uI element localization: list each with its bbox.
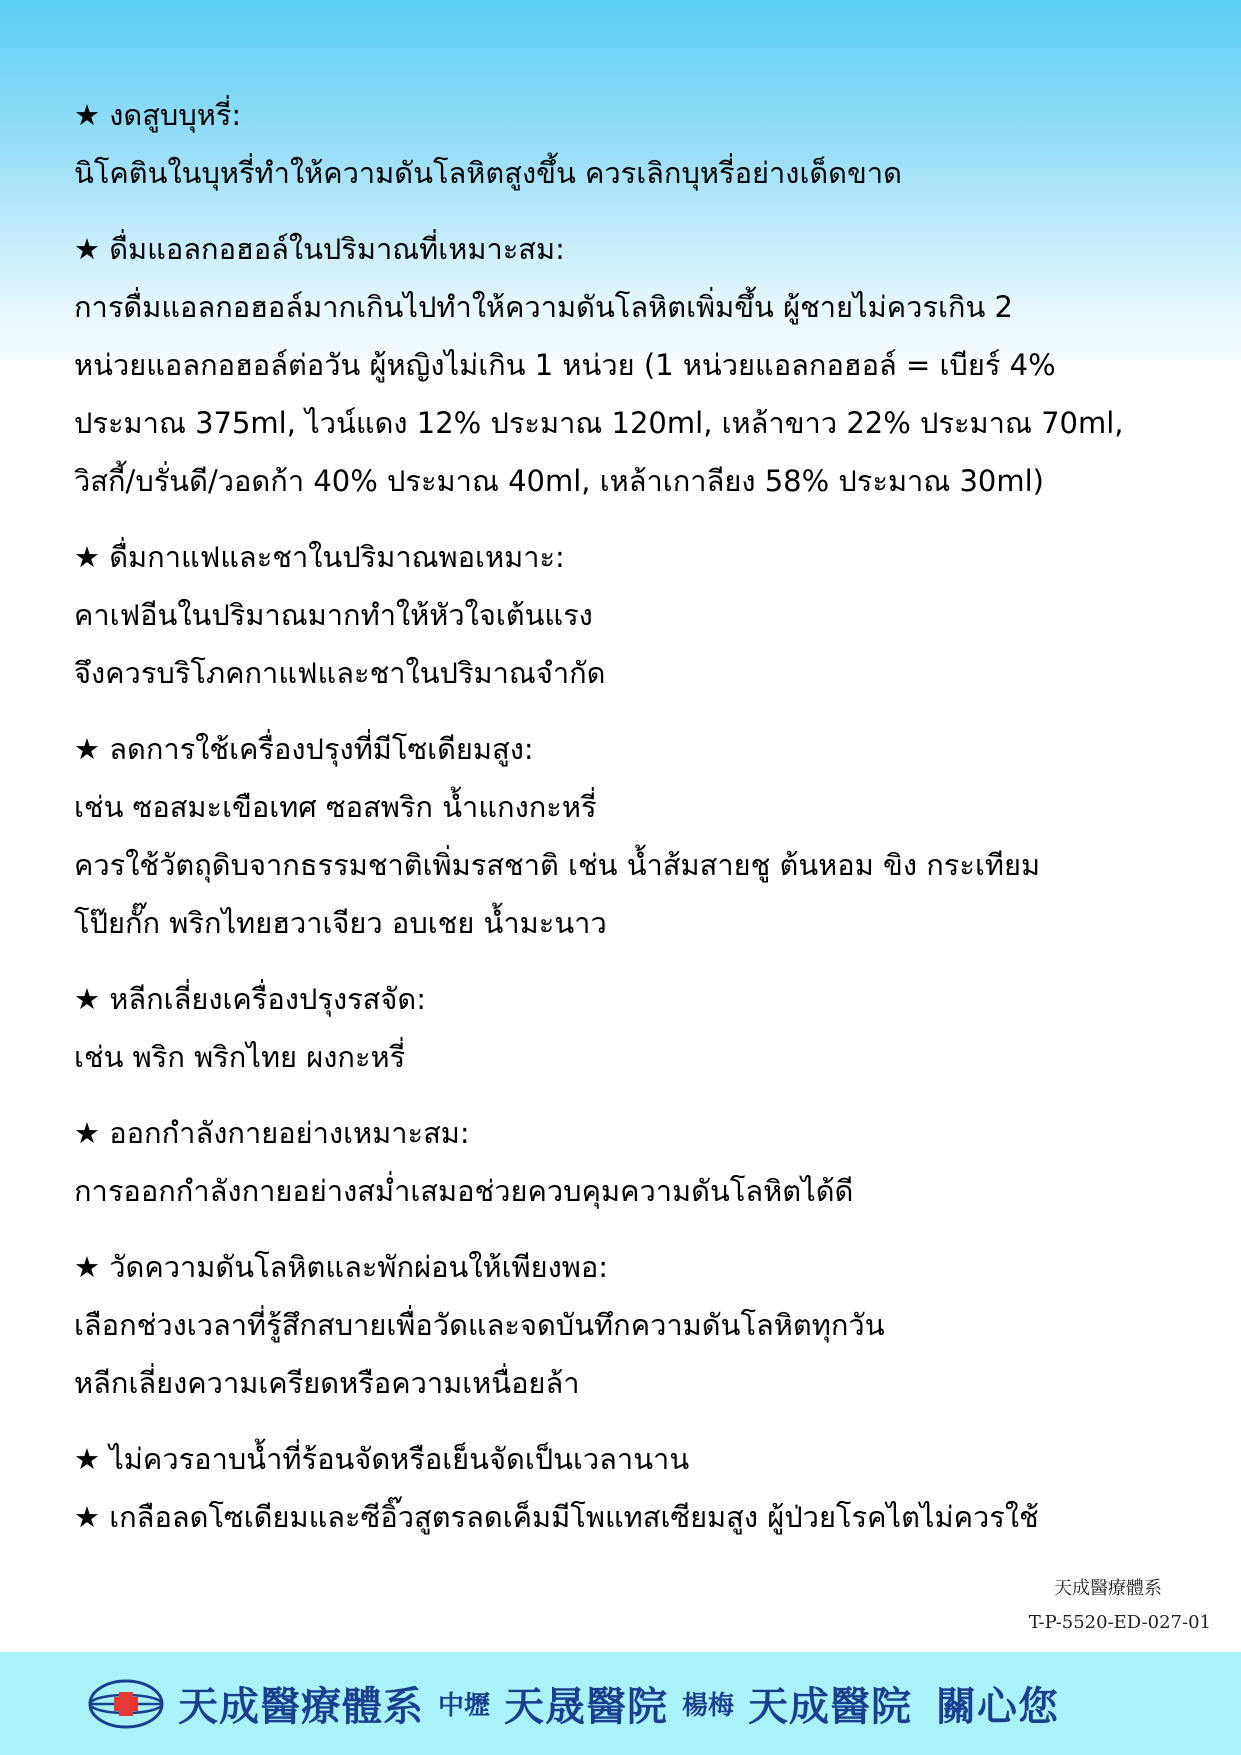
footer-band (0, 1652, 1241, 1755)
footer-location-1: 中壢 (438, 1691, 491, 1721)
section-line: เช่น ซอสมะเขือเทศ ซอสพริก น้ำแกงกะหรี่ (74, 790, 597, 824)
section-title: ★ ดื่มแอลกอฮอล์ในปริมาณที่เหมาะสม: (74, 232, 565, 266)
section-line: การดื่มแอลกอฮอล์มากเกินไปทำให้ความดันโลหิตเพิ่มขึ้น ผู้ชายไม่ควรเกิน 2 (74, 290, 1013, 324)
document-code: T-P-5520-ED-027-01 (1028, 1612, 1211, 1633)
section-title: ★ ดื่มกาแฟและชาในปริมาณพอเหมาะ: (74, 540, 565, 574)
note-bath: ★ ไม่ควรอาบน้ำที่ร้อนจัดหรือเย็นจัดเป็นเวลานาน (74, 1442, 690, 1476)
footer-hospital-1: 天晟醫院 (504, 1684, 669, 1730)
note-salt: ★ เกลือลดโซเดียมและซีอิ๊วสูตรลดเค็มมีโพแทสเซียมสูง ผู้ป่วยโรคไตไม่ควรใช้ (74, 1500, 1039, 1534)
section-line: เช่น พริก พริกไทย ผงกะหรี่ (74, 1040, 406, 1074)
section-title: ★ ลดการใช้เครื่องปรุงที่มีโซเดียมสูง: (74, 732, 534, 766)
section-line: คาเฟอีนในปริมาณมากทำให้หัวใจเต้นแรง (74, 598, 593, 632)
section-line: ประมาณ 375ml, ไวน์แดง 12% ประมาณ 120ml, เหล้าขาว 22% ประมาณ 70ml, (74, 406, 1124, 440)
section-title: ★ วัดความดันโลหิตและพักผ่อนให้เพียงพอ: (74, 1250, 609, 1284)
globe-cross-icon (88, 1678, 164, 1730)
section-line: นิโคตินในบุหรี่ทำให้ความดันโลหิตสูงขึ้น ควรเลิกบุหรี่อย่างเด็ดขาด (74, 156, 902, 190)
institution-name: 天成醫療體系 (1054, 1578, 1162, 1599)
section-line: เลือกช่วงเวลาที่รู้สึกสบายเพื่อวัดและจดบันทึกความดันโลหิตทุกวัน (74, 1308, 885, 1342)
section-alcohol (74, 220, 1184, 510)
section-exercise (74, 1104, 1184, 1220)
footer-brand-name: 天成醫療體系 (178, 1684, 424, 1730)
section-measure-rest (74, 1238, 1184, 1412)
section-line: จึงควรบริโภคกาแฟและชาในปริมาณจำกัด (74, 656, 606, 690)
section-title: ★ หลีกเลี่ยงเครื่องปรุงรสจัด: (74, 982, 426, 1016)
section-line: หลีกเลี่ยงความเครียดหรือความเหนื่อยล้า (74, 1366, 580, 1400)
section-sodium (74, 720, 1184, 952)
section-line: การออกกำลังกายอย่างสม่ำเสมอช่วยควบคุมความดันโลหิตได้ดี (74, 1174, 854, 1208)
section-no-smoking (74, 86, 1184, 202)
advice-content (74, 86, 1184, 1546)
footer-slogan: 關心您 (936, 1684, 1060, 1730)
footer-brand (88, 1652, 1059, 1755)
section-line: ควรใช้วัตถุดิบจากธรรมชาติเพิ่มรสชาติ เช่น น้ำส้มสายชู ต้นหอม ขิง กระเทียม (74, 848, 1041, 882)
section-coffee-tea (74, 528, 1184, 702)
section-line: โป๊ยกั๊ก พริกไทยฮวาเจียว อบเชย น้ำมะนาว (74, 906, 607, 940)
section-line: วิสกี้/บรั่นดี/วอดก้า 40% ประมาณ 40ml, เหล้าเกาลียง 58% ประมาณ 30ml) (74, 464, 1044, 498)
section-spicy (74, 970, 1184, 1086)
section-line: หน่วยแอลกอฮอล์ต่อวัน ผู้หญิงไม่เกิน 1 หน่วย (1 หน่วยแอลกอฮอล์ = เบียร์ 4% (74, 348, 1056, 382)
section-title: ★ ออกกำลังกายอย่างเหมาะสม: (74, 1116, 470, 1150)
footer-location-2: 楊梅 (682, 1691, 735, 1721)
section-title: ★ งดสูบบุหรี่: (74, 98, 242, 132)
notes (74, 1430, 1184, 1546)
footer-hospital-2: 天成醫院 (748, 1684, 913, 1730)
